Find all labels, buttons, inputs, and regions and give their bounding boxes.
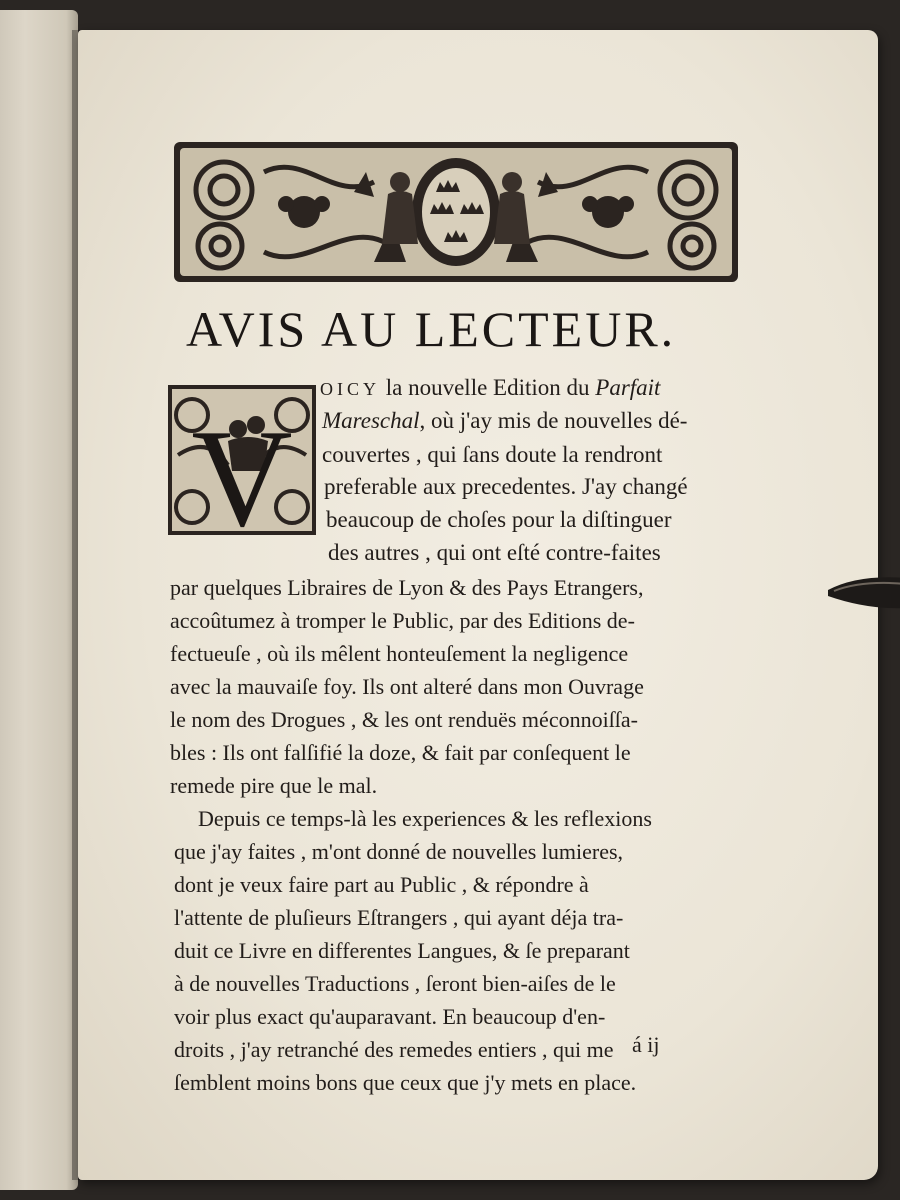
text-line: avec la mauvaiſe foy. Ils ont alteré dans mon Ouvrage (170, 674, 644, 699)
text-line: accoûtumez à tromper le Public, par des Editions de- (170, 608, 635, 633)
book-page (78, 30, 878, 1180)
text-line: droits , j'ay retranché des remedes entiers , qui me (174, 1037, 614, 1062)
text-line: ſemblent moins bons que ceux que j'y mets en place. (174, 1070, 637, 1095)
page-title: AVIS AU LECTEUR. (186, 301, 677, 357)
text-line: bles : Ils ont falſifié la doze, & fait par conſequent le (170, 740, 631, 765)
text-line: preferable aux precedentes. J'ay changé (324, 474, 688, 499)
ornamental-headpiece (174, 142, 738, 282)
text-line: Depuis ce temps-là les experiences & les reflexions (198, 806, 652, 831)
text-line: l'attente de pluſieurs Eſtrangers , qui ayant déja tra- (174, 905, 624, 930)
bookmark-tab (828, 568, 900, 618)
left-page-edge (0, 10, 78, 1190)
text-line: le nom des Drogues , & les ont renduës méconnoiſſa- (170, 707, 639, 732)
text-line: des autres , qui ont eſté contre-faites (328, 540, 661, 565)
italic-word: Parfait (595, 375, 661, 400)
text-line: à de nouvelles Traductions , ſeront bien-aiſes de le (174, 971, 616, 996)
text-line: fectueuſe , où ils mêlent honteuſement la negligence (170, 641, 629, 666)
text-line: remede pire que le mal. (170, 773, 378, 798)
text-span: , où j'ay mis de nouvelles dé- (419, 408, 688, 433)
page-folio: á ij (632, 1032, 660, 1057)
text-line: que j'ay faites , m'ont donné de nouvelles lumieres, (174, 839, 624, 864)
text-span: la nouvelle Edition du (385, 375, 590, 400)
smallcaps-word: OICY (320, 379, 380, 399)
text-line: voir plus exact qu'auparavant. En beaucoup d'en- (174, 1004, 606, 1029)
text-line (320, 375, 660, 401)
text-line: duit ce Livre en differentes Langues, & ſe preparant (174, 938, 630, 963)
italic-word: Mareschal (322, 408, 420, 433)
text-line: beaucoup de choſes pour la diſtinguer (326, 507, 672, 532)
text-line: dont je veux faire part au Public , & répondre à (174, 872, 589, 897)
drop-cap-letter: V (191, 401, 293, 535)
drop-cap-initial (168, 385, 316, 535)
text-line: par quelques Libraires de Lyon & des Pays Etrangers, (170, 575, 644, 600)
text-line: couvertes , qui ſans doute la rendront (322, 442, 663, 467)
text-line (322, 408, 687, 434)
